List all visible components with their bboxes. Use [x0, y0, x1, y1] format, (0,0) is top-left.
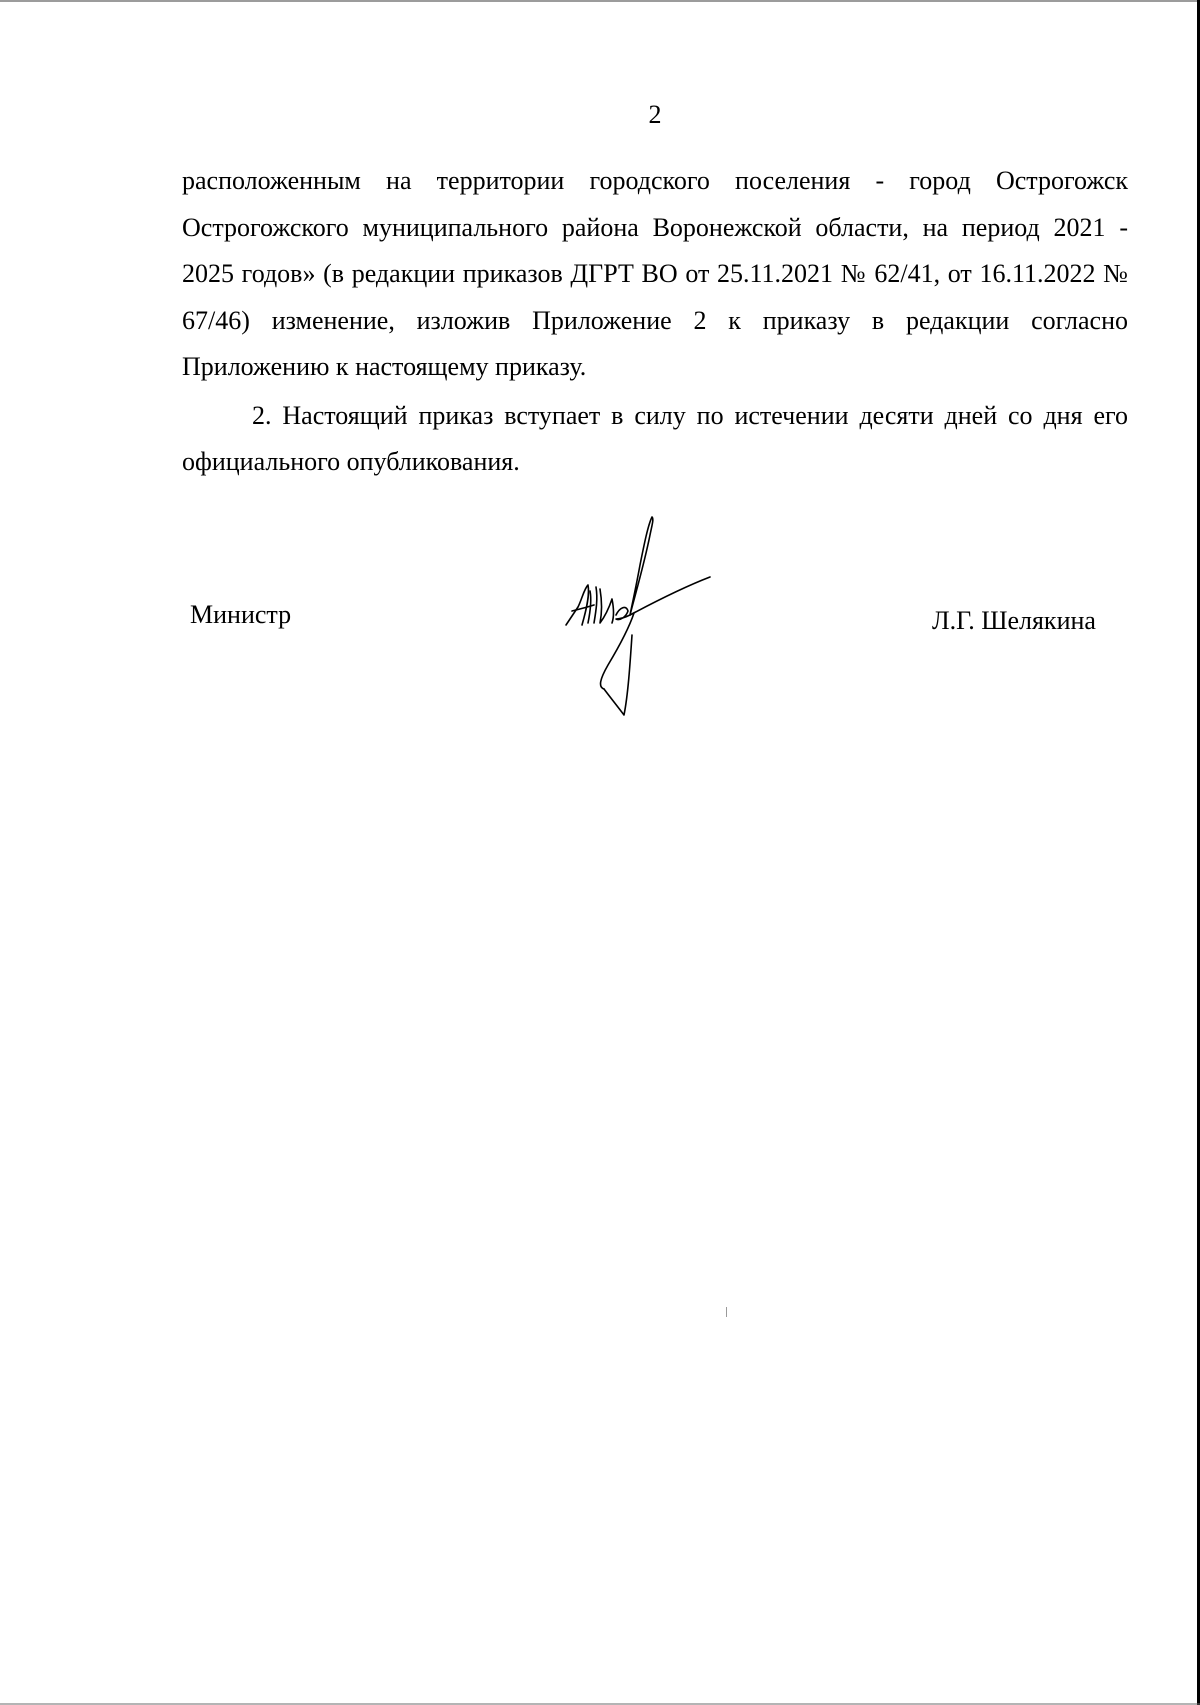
signatory-title: Министр [190, 600, 292, 629]
signatory-name: Л.Г. Шелякина [932, 606, 1096, 635]
paragraph-2: 2. Настоящий приказ вступает в силу по истечении десяти дней со дня его официального опубликования. [182, 400, 1128, 476]
signature-block [0, 0, 1200, 760]
handwritten-signature [560, 515, 730, 725]
page-number: 2 [648, 100, 662, 129]
scan-speck [726, 1307, 727, 1317]
paragraph-1: расположенным на территории городского поселения - город Острогожск Острогожского муниципального района Воронежской области, на период 2021 - 2025 годов» (в редакции приказов ДГРТ ВО от 25.11.2021 № 62/41, от 16.11.2022 № 67/46) изменение, изложив Приложение 2 к приказу в редакции согласно Приложению к настоящему приказу. [182, 166, 1128, 381]
